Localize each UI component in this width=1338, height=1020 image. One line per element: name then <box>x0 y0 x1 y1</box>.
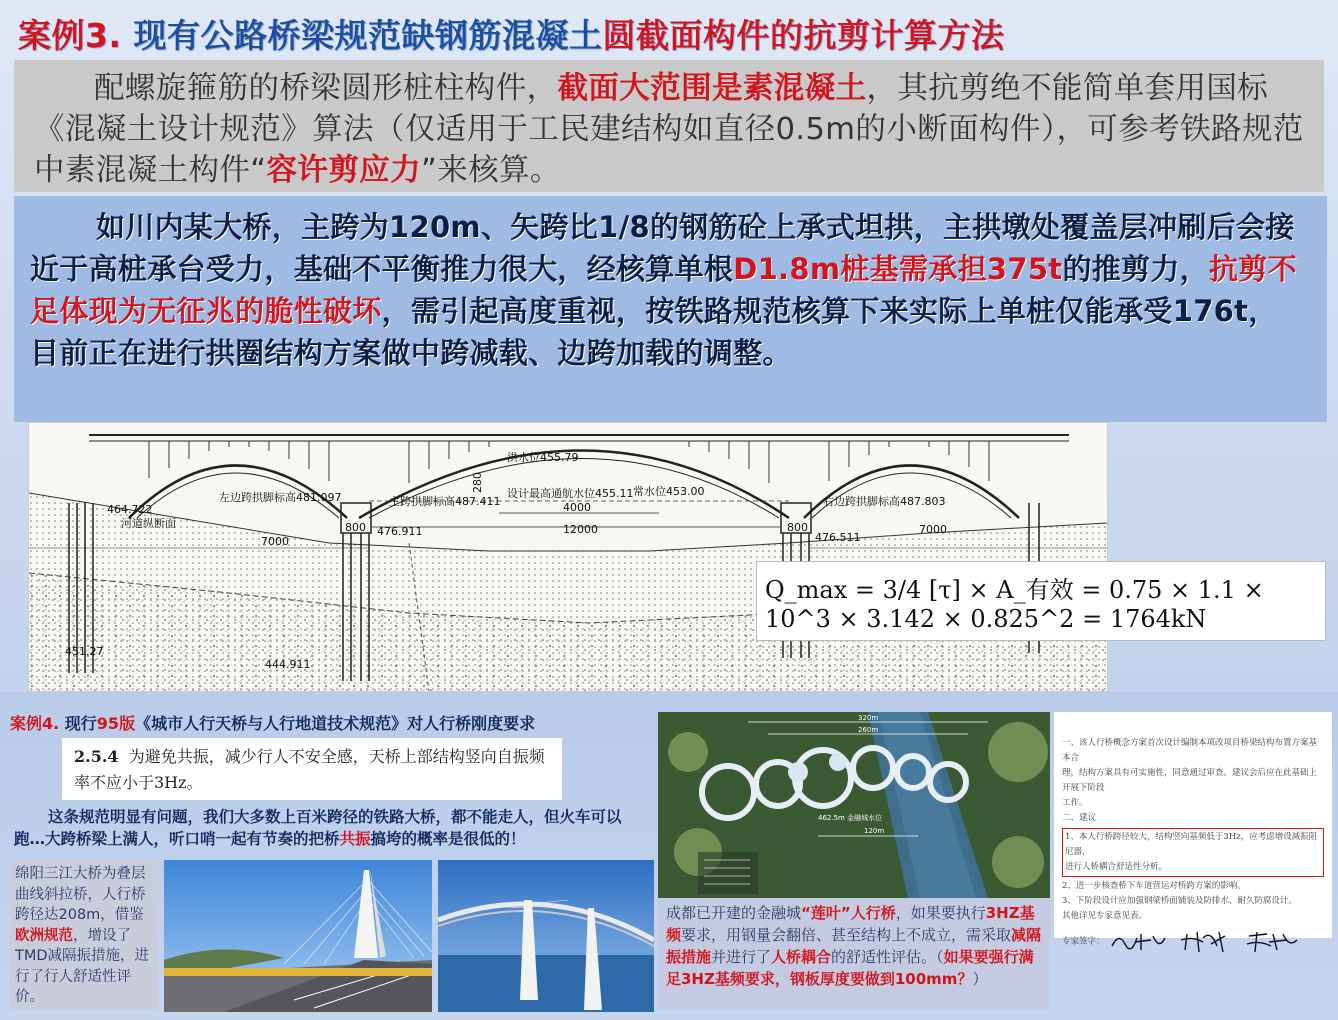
paragraph-text: 如川内某大桥，主跨为120m、矢跨比1/8的钢筋砼上承式坦拱，主拱墩处覆盖层冲刷后会接近于高桩承台受力，基础不平衡推力很大，经核算单根D1.8m桩基需承担375t的推剪力，抗剪不足体现为无征兆的脆性破坏，需引起高度重视，按铁路规范核算下来实际上单桩仅能承受176t，目前正在进行拱圈结构方案做中跨减载、边跨加载的调整。 <box>30 210 1297 370</box>
doc-line: 3、下阶段设计应加强钢梁桥面铺装及防排水、耐久防腐设计。 <box>1062 896 1297 906</box>
case3-paragraph-2 <box>14 196 1327 422</box>
right-arch-label: 右边跨拱脚标高487.803 <box>823 495 946 508</box>
elevation-2: 476.511 <box>815 531 861 544</box>
case4-title: 案例4. 现行95版《城市人行天桥与人行地道技术规范》对人行桥刚度要求 <box>10 714 536 733</box>
doc-line: 进行人桥耦合舒适性分析。 <box>1065 862 1168 872</box>
doc-line: 其他详见专家意见表。 <box>1062 911 1148 921</box>
chengdu-bridge-note: 成都已开建的金融城“莲叶”人行桥，如果要执行3HZ基频要求，用钢量会翻倍、甚至结构上不成立，需采取减隔振措施并进行了人桥耦合的舒适性评估。（如果要强行满足3HZ基频要求，钢板厚度要做到100mm？） <box>658 898 1050 1010</box>
dim-280: 280 <box>471 472 484 493</box>
render-dim-3: 120m <box>864 827 885 835</box>
signature-label: 专家签字： <box>1062 936 1105 947</box>
curved-bridge-photo <box>438 860 654 1012</box>
shear-formula <box>756 561 1326 641</box>
clause-text: 为避免共振，减少行人不安全感，天桥上部结构竖向自振频率不应小于3Hz。 <box>74 747 545 792</box>
render-dim-1: 320m <box>858 714 879 722</box>
elevation-1: 476.911 <box>377 525 423 538</box>
case4-commentary: 这条规范明显有问题，我们大多数上百米跨径的铁路大桥，都不能走人，但火车可以跑…大跨桥梁上满人，听口哨一起有节奏的把桥共振搞垮的概率是很低的！ <box>14 808 622 848</box>
signature-row <box>1062 928 1324 954</box>
case3-title: 案例3. 现有公路桥梁规范缺钢筋混凝土圆截面构件的抗剪计算方法 <box>18 16 1005 55</box>
elevation-4: 451.27 <box>65 645 104 658</box>
render-dim-2: 260m <box>858 726 879 734</box>
left-arch-label: 左边跨拱脚标高481.097 <box>219 491 342 504</box>
cable-stayed-bridge-photo <box>164 860 432 1012</box>
doc-line: 二、建议 <box>1062 813 1097 823</box>
dim-4000: 4000 <box>563 501 591 514</box>
dim-12000: 12000 <box>563 523 598 536</box>
dim-7000-left: 7000 <box>261 535 289 548</box>
formula-text: Q_max = 3/4 [τ] × A_有效 = 0.75 × 1.1 × 10^3 × 3.142 × 0.825^2 = 1764kN <box>765 575 1264 633</box>
handwritten-signatures <box>1107 928 1317 954</box>
clause-number: 2.5.4 <box>74 747 119 766</box>
doc-line: 1、本人行桥跨径较大，结构竖向基频低于3Hz，应考虑增设减振阻尼器， <box>1065 832 1318 857</box>
doc-line: 2、进一步核查桥下车道营运对桥跨方案的影响。 <box>1062 881 1246 891</box>
design-water-label: 设计最高通航水位455.11 <box>507 487 634 500</box>
bridge-elevation-svg <box>29 423 1107 691</box>
elevation-3: 464.722 <box>107 503 153 516</box>
paragraph-text: 配螺旋箍筋的桥梁圆形桩柱构件，截面大范围是素混凝土，其抗剪绝不能简单套用国标《混凝土设计规范》算法（仅适用于工民建结构如直径0.5m的小断面构件），可参考铁路规范中素混凝土构件“容许剪应力”来核算。 <box>34 71 1304 188</box>
case3-paragraph-1 <box>14 60 1324 192</box>
dim-7000-right: 7000 <box>919 523 947 536</box>
main-arch-label: 主跨拱脚标高487.411 <box>389 495 501 508</box>
normal-water-label: 常水位453.00 <box>633 485 705 498</box>
flood-level-label: 洪水位455.79 <box>507 451 579 464</box>
code-clause <box>62 738 562 800</box>
doc-line: 工作。 <box>1062 798 1088 808</box>
river-label: 河道纵断面 <box>121 517 176 530</box>
doc-highlight <box>1062 828 1324 877</box>
bridge-elevation-drawing <box>28 422 1108 692</box>
expert-review-document <box>1054 712 1332 947</box>
lotus-bridge-render <box>658 712 1050 898</box>
render-dim-4: 462.5m 金融城水位 <box>818 814 883 822</box>
dim-800-right: 800 <box>787 521 808 534</box>
mianyang-bridge-note: 绵阳三江大桥为叠层曲线斜拉桥，人行桥跨径达208m，借鉴欧洲规范，增设了TMD减隔振措施，进行了行人舒适性评价。 <box>10 860 158 1010</box>
doc-line: 一、该人行桥概念方案首次设计编制本项改项目桥梁结构布置方案基本合 <box>1062 738 1318 763</box>
dim-800-left: 800 <box>345 521 366 534</box>
elevation-5: 444.911 <box>265 658 311 671</box>
doc-line: 理，结构方案具有可实施性，同意通过审查。建议会后应在此基础上开展下阶段 <box>1062 768 1318 793</box>
